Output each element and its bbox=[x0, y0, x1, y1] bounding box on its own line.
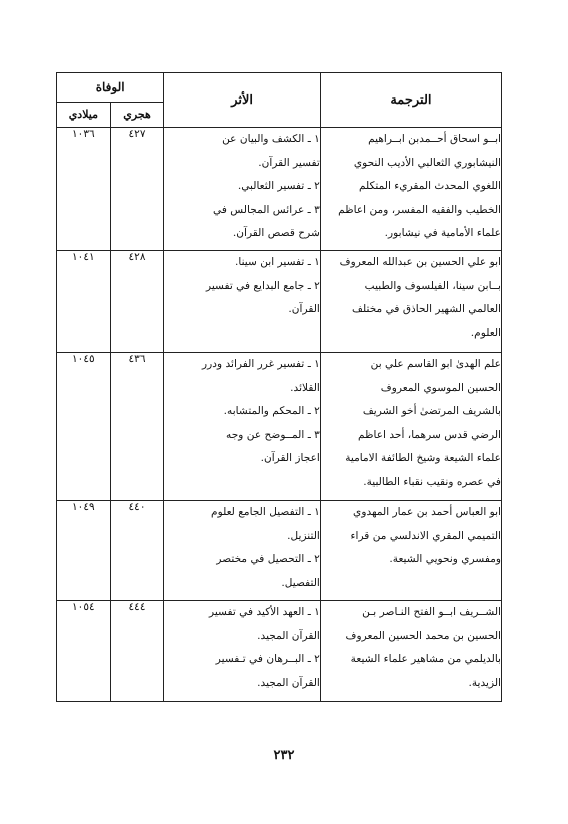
header-works: الأثر bbox=[164, 73, 321, 128]
gregorian-year: ١٠٣٦ bbox=[57, 128, 111, 251]
page-number: ٢٣٢ bbox=[273, 748, 295, 763]
header-biography: الترجمة bbox=[320, 73, 501, 128]
table-row bbox=[57, 251, 502, 353]
table-row bbox=[57, 601, 502, 702]
bio-cell: ابــو اسحاق أحــمدبن ابــراهيم النيشابوري الثعالبي الأديب النحوي اللغوي المحدث المقريء المتكلم الخطيب والفقيه المفسر، ومن اعاظم علماء الأمامية في نيشابور. bbox=[320, 128, 501, 251]
works-cell: ١ ـ التفصيل الجامع لعلوم التنزيل. ٢ ـ التحصيل في مختصر التفصيل. bbox=[164, 501, 321, 601]
gregorian-year: ١٠٤١ bbox=[57, 251, 111, 353]
header-death: الوفاة bbox=[57, 73, 164, 103]
header-hijri: هجري bbox=[110, 102, 164, 127]
hijri-year: ٤٣٦ bbox=[110, 353, 164, 501]
gregorian-year: ١٠٤٥ bbox=[57, 353, 111, 501]
hijri-year: ٤٤٠ bbox=[110, 501, 164, 601]
hijri-year: ٤٢٨ bbox=[110, 251, 164, 353]
works-cell: ١ ـ تفسير ابن سينا. ٢ ـ جامع البدايع في تفسير القرآن. bbox=[164, 251, 321, 353]
hijri-year: ٤٢٧ bbox=[110, 128, 164, 251]
works-cell: ١ ـ العهد الأكيد في تفسير القرآن المجيد. ٢ ـ البــرهان في تـفسير القرآن المجيد. bbox=[164, 601, 321, 702]
table-row bbox=[57, 353, 502, 501]
table-row bbox=[57, 128, 502, 251]
bio-cell: الشــريف ابــو الفتح النـاصر بـن الحسين بن محمد الحسين المعروف بالديلمي من مشاهير علماء الشيعة الزيدية. bbox=[320, 601, 501, 702]
gregorian-year: ١٠٤٩ bbox=[57, 501, 111, 601]
works-cell: ١ ـ تفسير غرر الفرائد ودرر القلائد. ٢ ـ المحكم والمتشابه. ٣ ـ المــوضح عن وجه اعجاز القرآن. bbox=[164, 353, 321, 501]
bio-cell: ابو العباس أحمد بن عمار المهدوي التميمي المقري الاندلسي من قراء ومفسري ونحويي الشيعة. bbox=[320, 501, 501, 601]
bio-cell: ابو علي الحسين بن عبدالله المعروف بــابن سينا، الفيلسوف والطبيب العالمي الشهير الحاذق في مختلف العلوم. bbox=[320, 251, 501, 353]
gregorian-year: ١٠٥٤ bbox=[57, 601, 111, 702]
table-row bbox=[57, 501, 502, 601]
works-cell: ١ ـ الكشف والبيان عن تفسير القرآن. ٢ ـ تفسير الثعالبي. ٣ ـ عرائس المجالس في شرح قصص القرآن. bbox=[164, 128, 321, 251]
biography-table bbox=[56, 72, 502, 702]
header-gregorian: ميلادي bbox=[57, 102, 111, 127]
hijri-year: ٤٤٤ bbox=[110, 601, 164, 702]
bio-cell: علم الهدىٰ ابو القاسم علي بن الحسين الموسوي المعروف بالشريف المرتضىٰ أخو الشريف الرضي قدس سرهما، أحد اعاظم علماء الشيعة وشيخ الطائفة الامامية في عصره ونقيب نقباء الطالبية. bbox=[320, 353, 501, 501]
